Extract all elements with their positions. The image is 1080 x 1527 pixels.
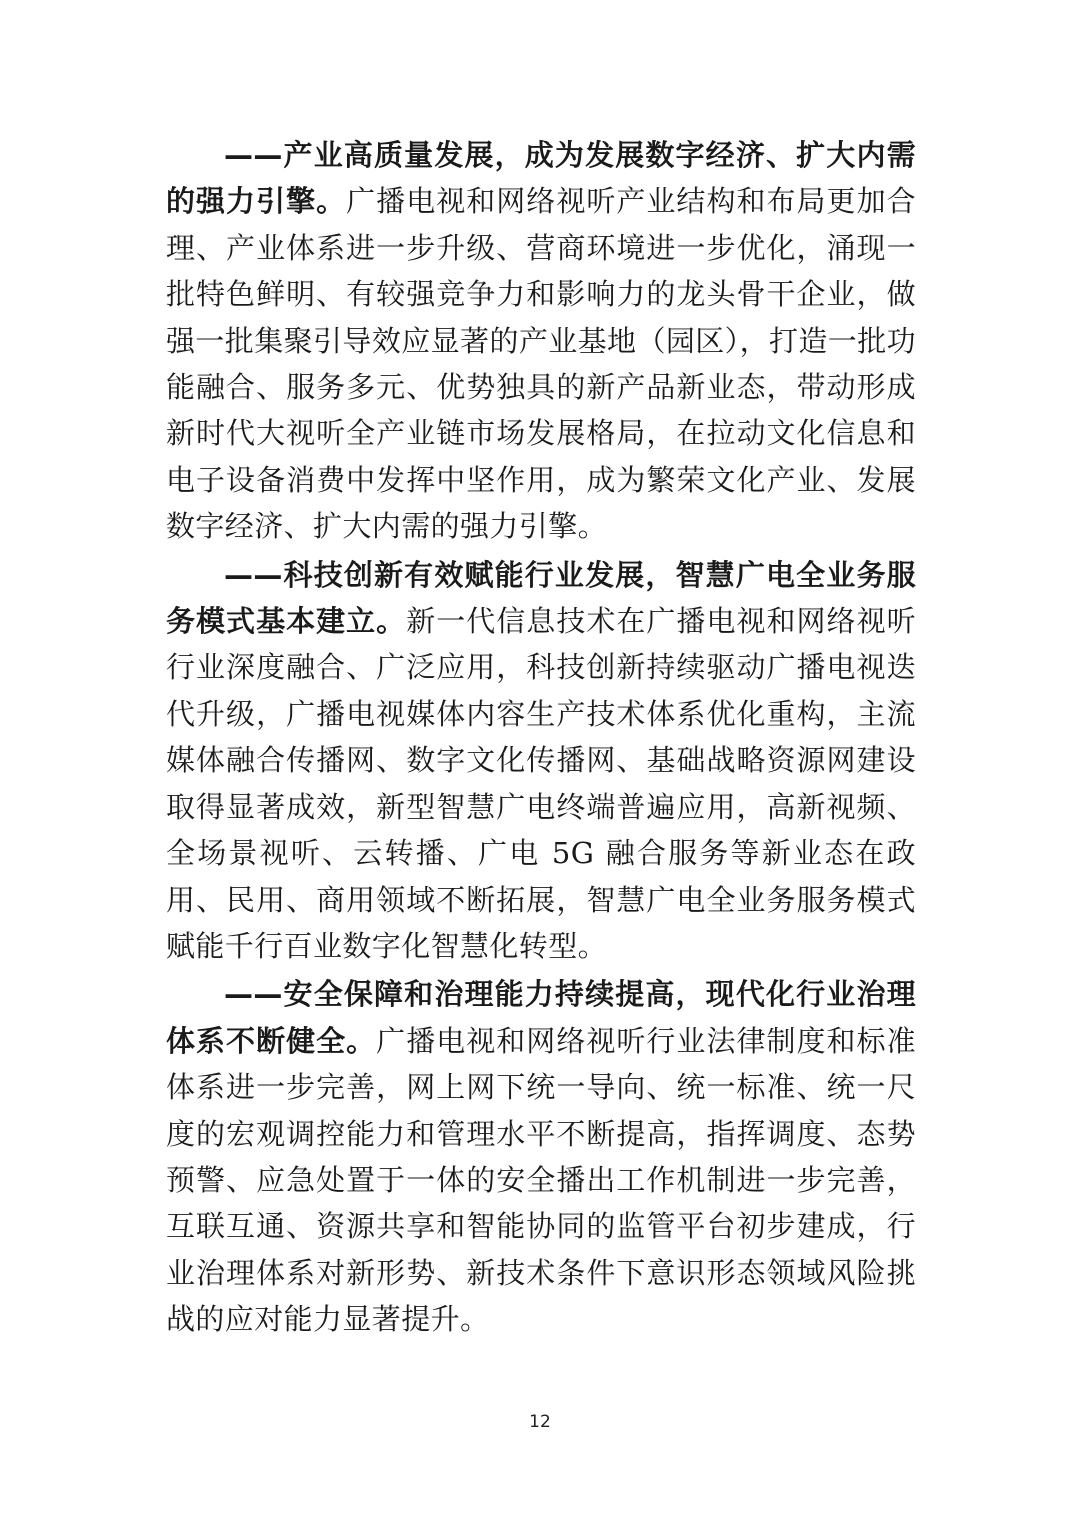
page-number: 12 xyxy=(529,1412,551,1432)
paragraph-lead: ——产业高质量发展，成为发展数字经济、扩大内需的强力引擎。 xyxy=(166,138,916,219)
paragraph-text: 新一代信息技术在广播电视和网络视听行业深度融合、广泛应用，科技创新持续驱动广播电视迭代升级，广播电视媒体内容生产技术体系优化重构，主流媒体融合传播网、数字文化传播网、基础战略资源网建设取得显著成效，新型智慧广电终端普遍应用，高新视频、全场景视听、云转播、广电 5G 融合服务等新业态在政用、民用、商用领域不断拓展，智慧广电全业务服务模式赋能千行百业数字化智慧化转型。 xyxy=(166,604,916,963)
page-body xyxy=(166,132,916,1343)
paragraph-lead: ——科技创新有效赋能行业发展，智慧广电全业务服务模式基本建立。 xyxy=(166,557,916,639)
paragraph-security xyxy=(166,971,916,1342)
paragraph-industry xyxy=(166,132,916,550)
paragraph-technology xyxy=(166,552,916,970)
paragraph-lead: ——安全保障和治理能力持续提高，现代化行业治理体系不断健全。 xyxy=(166,977,916,1058)
paragraph-text: 广播电视和网络视听行业法律制度和标准体系进一步完善，网上网下统一导向、统一标准、统一尺度的宏观调控能力和管理水平不断提高，指挥调度、态势预警、应急处置于一体的安全播出工作机制进一步完善，互联互通、资源共享和智能协同的监管平台初步建成，行业治理体系对新形势、新技术条件下意识形态领域风险挑战的应对能力显著提升。 xyxy=(166,1023,916,1337)
paragraph-text: 广播电视和网络视听产业结构和布局更加合理、产业体系进一步升级、营商环境进一步优化，涌现一批特色鲜明、有较强竞争力和影响力的龙头骨干企业，做强一批集聚引导效应显著的产业基地（园区），打造一批功能融合、服务多元、优势独具的新产品新业态，带动形成新时代大视听全产业链市场发展格局，在拉动文化信息和电子设备消费中发挥中坚作用，成为繁荣文化产业、发展数字经济、扩大内需的强力引擎。 xyxy=(166,184,916,544)
